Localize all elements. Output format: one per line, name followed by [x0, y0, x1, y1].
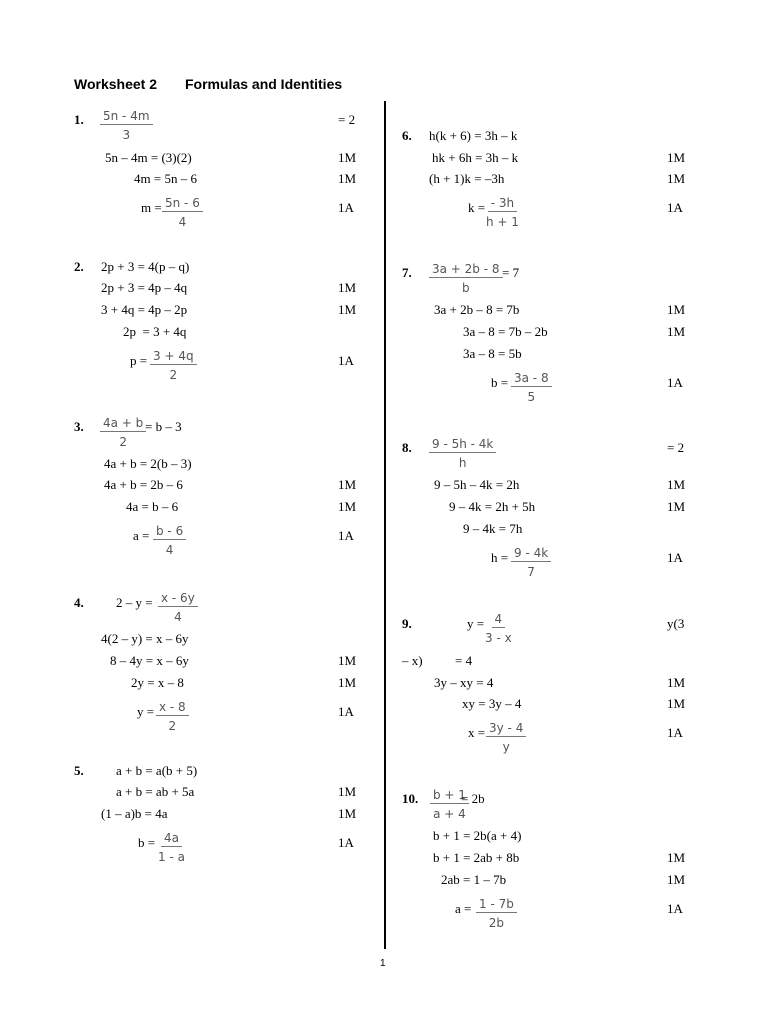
- fraction: $\frac{3 + 4q}{2}$: [150, 350, 197, 381]
- fraction: $\frac{1 - 7b}{2b}$: [476, 898, 517, 929]
- question-number: 8.: [402, 440, 412, 455]
- equation-lhs: k =: [468, 200, 486, 215]
- equation-line: (1 – a)b = 4a: [101, 806, 168, 821]
- question-number: 9.: [402, 616, 412, 631]
- mark: 1M: [667, 302, 686, 317]
- fraction: $\frac{4a + b}{2}$: [100, 417, 146, 448]
- equation-rhs: = 7: [502, 265, 520, 280]
- question-number: 6.: [402, 128, 412, 143]
- mark: 1A: [667, 200, 683, 215]
- fraction: $\frac{5n - 6}{4}$: [162, 197, 203, 228]
- mark: 1M: [667, 171, 686, 186]
- fraction: $\frac{4}{3 - x}$: [485, 612, 512, 645]
- mark: 1M: [338, 675, 357, 690]
- question-number: 5.: [74, 763, 84, 778]
- mark: 1M: [338, 784, 357, 799]
- mark: 1A: [667, 375, 683, 390]
- equation-lhs: m =: [141, 200, 162, 215]
- mark: 1A: [338, 835, 354, 850]
- equation-line: (h + 1)k = –3h: [429, 171, 505, 186]
- mark: 1M: [667, 477, 686, 492]
- equation-lhs: y =: [467, 616, 485, 631]
- equation-line: 4a + b = 2b – 6: [104, 477, 183, 492]
- fraction: $\frac{3y - 4}{y}$: [486, 722, 526, 753]
- fraction: $\frac{9 - 4k}{7}$: [511, 547, 551, 578]
- question-number: 10.: [402, 791, 419, 806]
- mark: 1M: [338, 477, 357, 492]
- mark: 1A: [667, 901, 683, 916]
- equation-line: 9 – 5h – 4k = 2h: [434, 477, 520, 492]
- equation-line: 3a – 8 = 7b – 2b: [463, 324, 548, 339]
- mark: 1M: [338, 653, 357, 668]
- question-number: 7.: [402, 265, 412, 280]
- equation-rhs: = 2: [667, 440, 685, 455]
- fraction: $\frac{5n - 4m}{3}$: [100, 110, 153, 141]
- equation-line: 5n – 4m = (3)(2): [105, 150, 192, 165]
- fraction: $\frac{3a - 8}{5}$: [511, 372, 552, 403]
- question-number: 1.: [74, 112, 84, 127]
- mark: 1A: [338, 200, 354, 215]
- question-number: 4.: [74, 595, 84, 610]
- equation-line: 9 – 4k = 2h + 5h: [449, 499, 536, 514]
- page-number: 1: [380, 958, 386, 969]
- mark: 1A: [338, 353, 354, 368]
- equation-line: 4m = 5n – 6: [134, 171, 197, 186]
- equation-line: 4(2 – y) = x – 6y: [101, 631, 189, 646]
- equation-lhs: 2 – y =: [116, 595, 153, 610]
- question-number: 3.: [74, 419, 84, 434]
- fraction: $\frac{- 3h}{h + 1}$: [486, 196, 519, 229]
- fraction: $\frac{3a + 2b - 8}{b}$: [429, 263, 503, 294]
- equation-line: 8 – 4y = x – 6y: [110, 653, 189, 668]
- equation-lhs: b =: [138, 835, 156, 850]
- equation-lhs: x =: [468, 725, 486, 740]
- fraction: $\frac{9 - 5h - 4k}{h}$: [429, 438, 496, 469]
- fraction: $\frac{x - 6y}{4}$: [158, 592, 198, 623]
- question-number: 2.: [74, 259, 84, 274]
- mark: 1M: [667, 499, 686, 514]
- equation-line: 3 + 4q = 4p – 2p: [101, 302, 188, 317]
- mark: 1M: [667, 696, 686, 711]
- mark: 1M: [338, 499, 357, 514]
- equation-lhs: a =: [455, 901, 472, 916]
- mark: 1M: [667, 850, 686, 865]
- fraction: $\frac{b - 6}{4}$: [153, 525, 186, 556]
- equation-line: a + b = ab + 5a: [116, 784, 195, 799]
- equation-lhs: y =: [137, 704, 155, 719]
- fraction: $\frac{4a}{1 - a}$: [158, 831, 185, 864]
- equation-line: 2y = x – 8: [131, 675, 184, 690]
- equation-wrap: = 4: [455, 653, 473, 668]
- equation-line: 3a + 2b – 8 = 7b: [434, 302, 520, 317]
- equation-rhs: = 2: [338, 112, 356, 127]
- equation-lhs: p =: [130, 353, 148, 368]
- equation-rhs: y(3: [667, 616, 685, 631]
- equation-lhs: b =: [491, 375, 509, 390]
- worksheet-topic: Formulas and Identities: [185, 76, 343, 92]
- equation-rhs: = 2b: [461, 791, 485, 806]
- equation-line: hk + 6h = 3h – k: [432, 150, 519, 165]
- equation-rhs: = b – 3: [145, 419, 182, 434]
- mark: 1M: [667, 150, 686, 165]
- worksheet-number: Worksheet 2: [74, 76, 157, 92]
- equation-line: 2ab = 1 – 7b: [441, 872, 507, 887]
- equation-lhs: a =: [133, 528, 150, 543]
- equation-line: b + 1 = 2b(a + 4): [433, 828, 522, 843]
- worksheet-title: [74, 76, 342, 92]
- mark: 1A: [667, 725, 683, 740]
- equation-line: b + 1 = 2ab + 8b: [433, 850, 520, 865]
- equation-line: 2p = 3 + 4q: [123, 324, 187, 339]
- equation-line: a + b = a(b + 5): [116, 763, 198, 778]
- mark: 1M: [338, 171, 357, 186]
- equation-wrap: – x): [402, 653, 423, 668]
- mark: 1A: [667, 550, 683, 565]
- equation-line: 3a – 8 = 5b: [463, 346, 522, 361]
- mark: 1M: [338, 280, 357, 295]
- equation-line: 4a + b = 2(b – 3): [104, 456, 192, 471]
- mark: 1M: [338, 150, 357, 165]
- equation-line: 2p + 3 = 4p – 4q: [101, 280, 188, 295]
- mark: 1M: [667, 872, 686, 887]
- equation-line: 3y – xy = 4: [434, 675, 494, 690]
- mark: 1M: [667, 675, 686, 690]
- equation-lhs: h =: [491, 550, 509, 565]
- fraction: $\frac{x - 8}{2}$: [156, 701, 189, 732]
- mark: 1M: [667, 324, 686, 339]
- equation-line: h(k + 6) = 3h – k: [429, 128, 518, 143]
- mark: 1A: [338, 704, 354, 719]
- equation-line: xy = 3y – 4: [462, 696, 522, 711]
- mark: 1M: [338, 806, 357, 821]
- equation-line: 9 – 4k = 7h: [463, 521, 523, 536]
- fraction: $\frac{b + 1}{a + 4}$: [430, 789, 469, 820]
- mark: 1A: [338, 528, 354, 543]
- equation-line: 4a = b – 6: [126, 499, 179, 514]
- equation-line: 2p + 3 = 4(p – q): [101, 259, 190, 274]
- mark: 1M: [338, 302, 357, 317]
- column-divider: [384, 101, 386, 949]
